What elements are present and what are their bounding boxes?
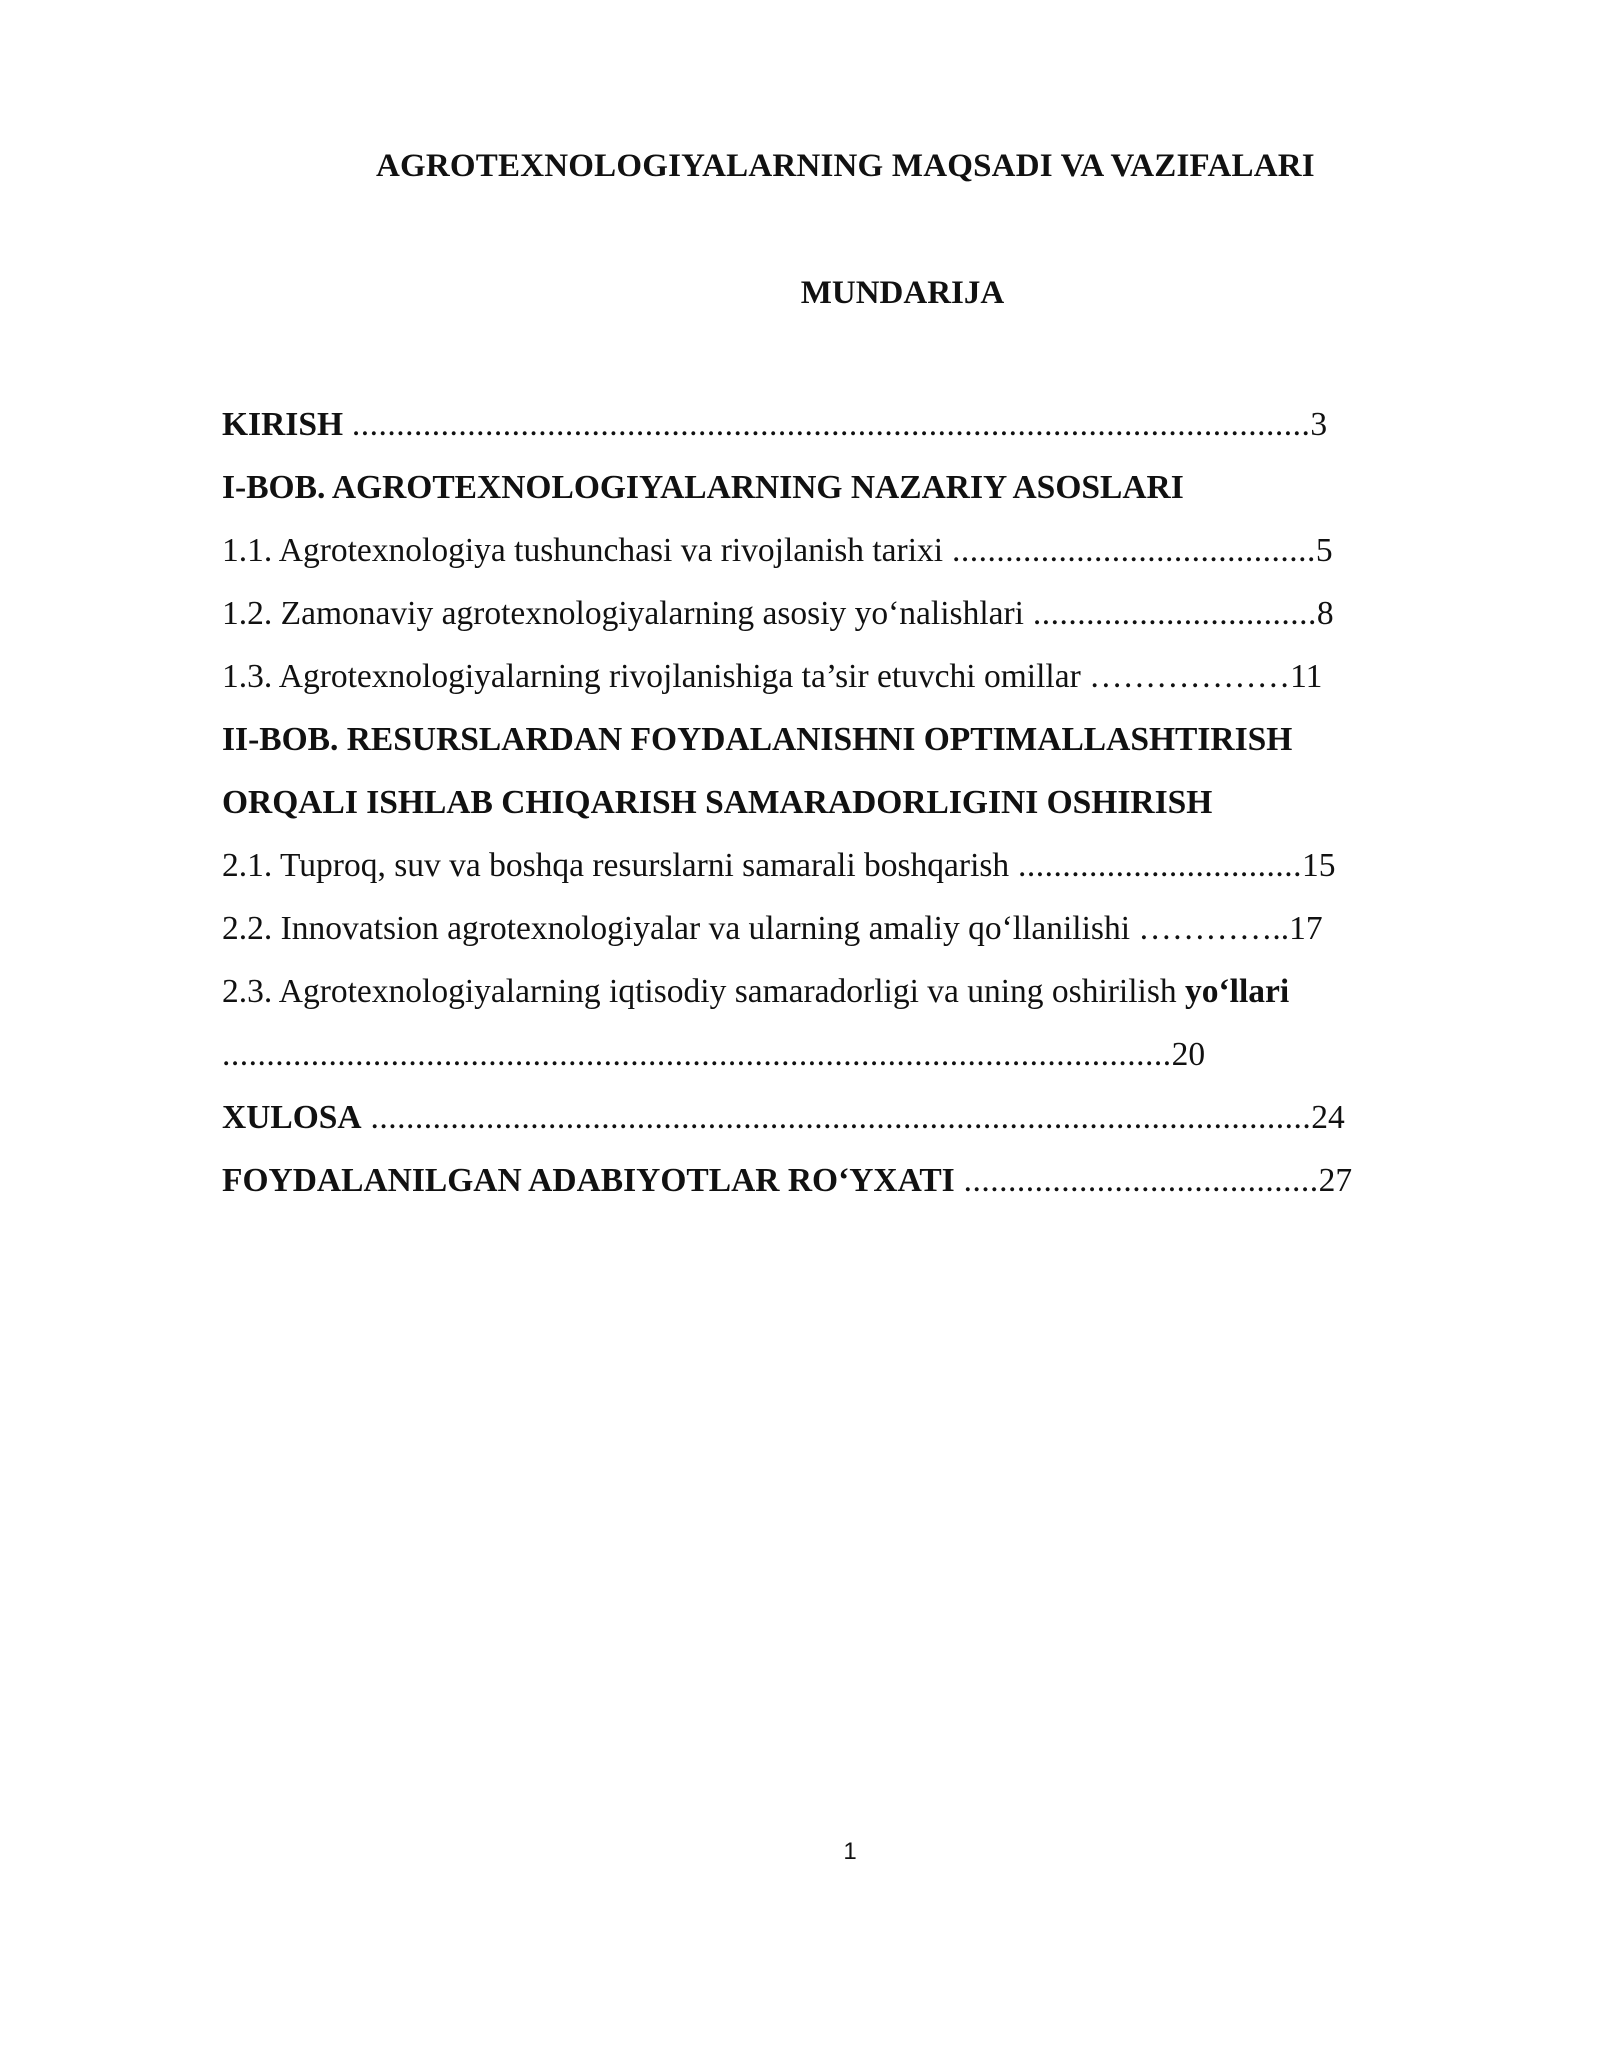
toc-leader-dots: ............................................................................................................ — [343, 406, 1311, 443]
toc-leader-dots: ................................ — [1023, 595, 1317, 632]
toc-page-number: 24 — [1311, 1099, 1345, 1136]
toc-entry-label: 1.1. Agrotexnologiya tushunchasi va rivojlanish tarixi — [222, 532, 944, 569]
toc-entry-label: XULOSA — [222, 1099, 362, 1136]
toc-entry-2-3-continuation — [222, 1023, 1452, 1086]
toc-page-number: 15 — [1302, 847, 1336, 884]
toc-entry-label: 2.1. Tuproq, suv va boshqa resurslarni samarali boshqarish — [222, 847, 1010, 884]
page-number: 1 — [843, 1838, 857, 1865]
toc-chapter-1: I-BOB. AGROTEXNOLOGIYALARNING NAZARIY ASOSLARI — [222, 469, 1184, 506]
toc-page-number: 20 — [1171, 1036, 1206, 1073]
toc-entry-label: KIRISH — [222, 406, 344, 443]
toc-entry-2-1 — [222, 834, 1452, 897]
toc-entry-2-3 — [222, 960, 1452, 1023]
toc-leader-dots: ........................................................................................................... — [222, 1036, 1172, 1073]
toc-page-number: 11 — [1290, 658, 1323, 695]
toc-entry-1-3 — [222, 645, 1452, 708]
table-of-contents — [222, 393, 1452, 1212]
toc-entry-label: 1.3. Agrotexnologiyalarning rivojlanishiga ta’sir etuvchi omillar — [222, 658, 1081, 695]
toc-entry-label-bold: yo‘llari — [1185, 973, 1290, 1010]
toc-chapter-2-line-1: II-BOB. RESURSLARDAN FOYDALANISHNI OPTIMALLASHTIRISH — [222, 721, 1293, 758]
toc-entry-label: 1.2. Zamonaviy agrotexnologiyalarning asosiy yo‘nalishlari — [222, 595, 1024, 632]
toc-entry-kirish — [222, 393, 1452, 456]
toc-page-number: 8 — [1316, 595, 1334, 632]
toc-leader-dots: ................................ — [1009, 847, 1303, 884]
toc-leader-dots: ………….. — [1130, 910, 1290, 947]
toc-page-number: 3 — [1310, 406, 1328, 443]
toc-entry-2-2 — [222, 897, 1452, 960]
toc-entry-adabiyotlar — [222, 1149, 1452, 1212]
toc-entry-label: 2.3. Agrotexnologiyalarning iqtisodiy samaradorligi va uning oshirilish — [222, 973, 1186, 1010]
toc-heading: MUNDARIJA — [800, 275, 1005, 311]
toc-leader-dots: ……………… — [1080, 658, 1291, 695]
toc-entry-xulosa — [222, 1086, 1452, 1149]
toc-chapter-2-line-2: ORQALI ISHLAB CHIQARISH SAMARADORLIGINI OSHIRISH — [222, 784, 1213, 821]
toc-entry-label: 2.2. Innovatsion agrotexnologiyalar va ularning amaliy qo‘llanilishi — [222, 910, 1131, 947]
toc-page-number: 17 — [1289, 910, 1323, 947]
toc-entry-label: FOYDALANILGAN ADABIYOTLAR RO‘YXATI — [222, 1162, 955, 1199]
toc-leader-dots: ........................................ — [954, 1162, 1319, 1199]
toc-entry-1-1 — [222, 519, 1452, 582]
toc-page-number: 27 — [1318, 1162, 1353, 1199]
document-title: AGROTEXNOLOGIYALARNING MAQSADI VA VAZIFALARI — [376, 148, 1315, 184]
toc-leader-dots: .......................................................................................................... — [361, 1099, 1312, 1136]
toc-page-number: 5 — [1315, 532, 1333, 569]
toc-entry-1-2 — [222, 582, 1452, 645]
toc-leader-dots: ......................................... — [943, 532, 1316, 569]
